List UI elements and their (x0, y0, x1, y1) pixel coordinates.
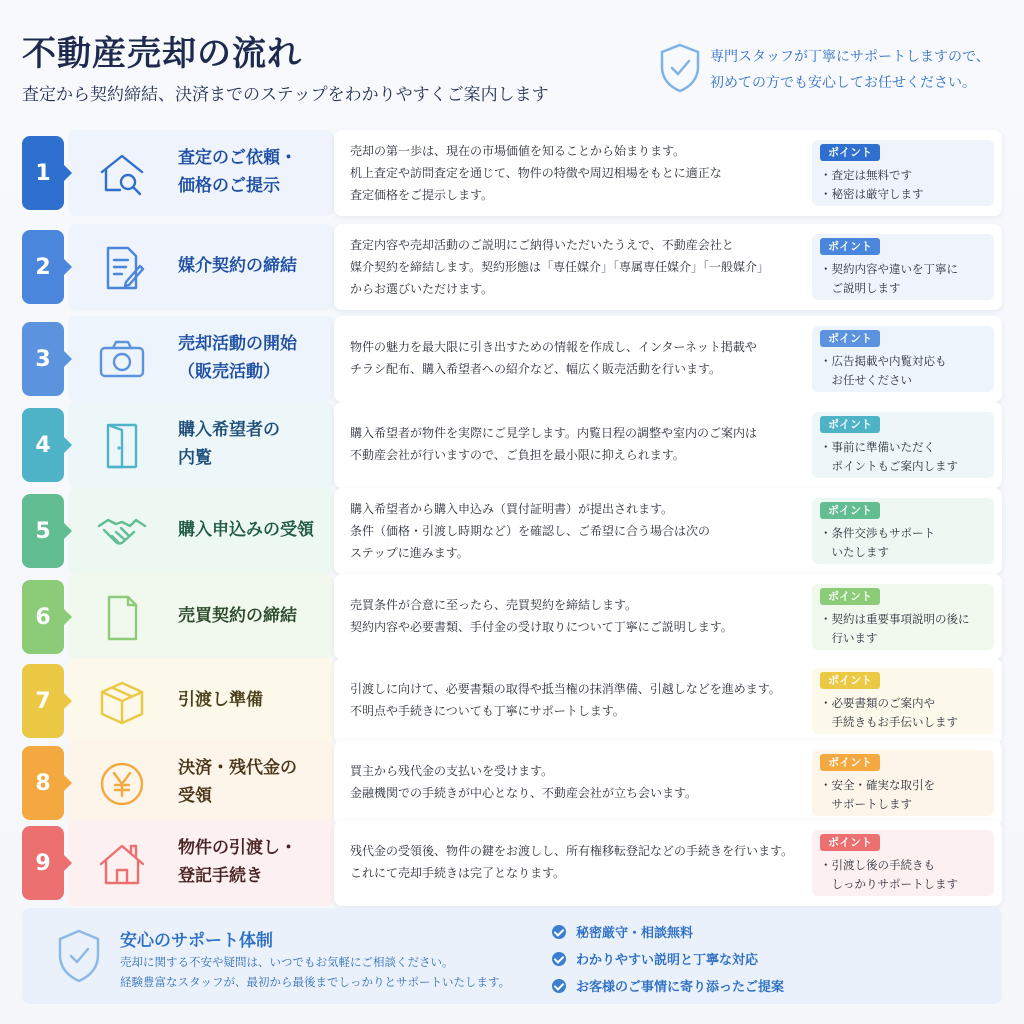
step-row (22, 572, 1002, 652)
step-description-line: からお選びいただけます。 (350, 282, 494, 296)
check-circle-icon (552, 925, 566, 939)
step-description-line: 購入希望者が物件を実際にご見学します。内覧日程の調整や室内のご案内は (350, 426, 758, 440)
step-row (22, 656, 1002, 736)
point-label: ポイント (820, 330, 880, 347)
support-note-line: 専門スタッフが丁寧にサポートしますので、 (710, 49, 990, 65)
step-description-line: 物件の魅力を最大限に引き出すための情報を作成し、インターネット掲載や (350, 340, 757, 354)
point-line: ・広告掲載や内覧対応も (820, 354, 947, 368)
step-description (350, 234, 810, 300)
step-description-line: 売却の第一歩は、現在の市場価値を知ることから始まります。 (350, 144, 686, 158)
step-card (334, 402, 1002, 488)
step-description-line: 売買条件が合意に至ったら、売買契約を締結します。 (350, 598, 638, 612)
step-card (334, 740, 1002, 826)
point-label: ポイント (820, 754, 880, 771)
point-box (812, 412, 994, 478)
step-row (22, 222, 1002, 302)
point-line: ・契約内容や違いを丁寧に (820, 262, 958, 276)
step-card (334, 224, 1002, 310)
house-icon (96, 838, 148, 890)
point-text (820, 694, 958, 732)
step-description (350, 678, 810, 722)
step-description-line: 金融機関での手続きが中心となり、不動産会社が立ち会います。 (350, 786, 698, 800)
point-text (820, 260, 958, 298)
footer-feature-label: わかりやすい説明と丁寧な対応 (576, 953, 759, 968)
point-line: ・秘密は厳守します (820, 187, 924, 201)
step-description (350, 594, 810, 638)
step-card (334, 130, 1002, 216)
step-description (350, 760, 810, 804)
step-row (22, 400, 1002, 480)
support-note (658, 40, 1002, 100)
step-title (178, 416, 338, 472)
document-icon (96, 592, 148, 644)
point-line: ・事前に準備いただく (820, 440, 935, 454)
footer-title: 安心のサポート体制 (120, 931, 273, 951)
step-description (350, 840, 810, 884)
step-number-badge (22, 826, 64, 900)
step-number: 4 (35, 432, 51, 458)
step-card (334, 658, 1002, 744)
point-text (820, 352, 947, 390)
step-title-line: 内覧 (178, 448, 212, 468)
point-label: ポイント (820, 416, 880, 433)
step-number: 8 (35, 770, 51, 796)
step-row (22, 486, 1002, 566)
point-line: ポイントもご案内します (820, 459, 958, 473)
step-number-badge (22, 494, 64, 568)
shield-check-icon (658, 42, 702, 94)
point-box (812, 750, 994, 816)
yen-coin-icon (96, 758, 148, 810)
point-box (812, 498, 994, 564)
point-label: ポイント (820, 588, 880, 605)
support-footer (22, 908, 1002, 1004)
page-subtitle: 査定から契約締結、決済までのステップをわかりやすくご案内します (22, 85, 549, 105)
footer-feature-label: お客様のご事情に寄り添ったご提案 (576, 980, 785, 995)
step-title-line: 登記手続き (178, 866, 263, 886)
house-search-icon (96, 148, 148, 200)
point-box (812, 140, 994, 206)
step-description-line: 引渡しに向けて、必要書類の取得や抵当権の抹消準備、引越しなどを進めます。 (350, 682, 781, 696)
handshake-icon (96, 506, 148, 558)
step-description (350, 140, 810, 206)
door-icon (96, 420, 148, 472)
step-title-line: 売却活動の開始 (178, 334, 297, 354)
step-title-line: 購入申込みの受領 (178, 520, 314, 540)
point-label: ポイント (820, 144, 880, 161)
step-description-line: これにて売却手続きは完了となります。 (350, 866, 566, 880)
point-text (820, 166, 924, 204)
step-number-badge (22, 322, 64, 396)
step-row (22, 128, 1002, 208)
footer-text-line: 売却に関する不安や疑問は、いつでもお気軽にご相談ください。 (120, 955, 454, 969)
point-line: ご説明します (820, 281, 901, 295)
page-header (22, 26, 1002, 110)
step-description-line: 条件（価格・引渡し時期など）を確認し、ご希望に合う場合は次の (350, 524, 711, 538)
step-title-line: 決済・残代金の (178, 758, 297, 778)
step-description-line: 不動産会社が行いますので、ご負担を最小限に抑えられます。 (350, 448, 685, 462)
step-title-line: 受領 (178, 786, 212, 806)
step-number: 6 (35, 604, 51, 630)
step-description (350, 336, 810, 380)
point-line: ・安全・確実な取引を (820, 778, 935, 792)
box-icon (96, 676, 148, 728)
point-box (812, 326, 994, 392)
footer-feature-item (552, 945, 784, 972)
point-line: いたします (820, 545, 889, 559)
point-label: ポイント (820, 502, 880, 519)
point-text (820, 438, 958, 476)
point-line: しっかりサポートします (820, 877, 958, 891)
step-description (350, 422, 810, 466)
step-row (22, 818, 1002, 898)
check-circle-icon (552, 952, 566, 966)
step-title-line: 査定のご依頼・ (178, 148, 297, 168)
point-text (820, 856, 958, 894)
step-row (22, 738, 1002, 818)
step-description-line: 買主から残代金の支払いを受けます。 (350, 764, 554, 778)
step-description-line: 机上査定や訪問査定を通じて、物件の特徴や周辺相場をもとに適正な (350, 166, 722, 180)
step-card (334, 488, 1002, 574)
point-box (812, 668, 994, 734)
step-number-badge (22, 664, 64, 738)
step-description-line: 残代金の受領後、物件の鍵をお渡しし、所有権移転登記などの手続きを行います。 (350, 844, 794, 858)
step-title-line: 引渡し準備 (178, 690, 263, 710)
step-title-line: 価格のご提示 (178, 176, 280, 196)
point-box (812, 584, 994, 650)
point-box (812, 830, 994, 896)
footer-text-line: 経験豊富なスタッフが、最初から最後までしっかりとサポートいたします。 (120, 975, 511, 989)
step-number: 2 (35, 254, 51, 280)
step-number: 1 (35, 160, 51, 186)
step-description-line: 査定価格をご提示します。 (350, 188, 494, 202)
footer-feature-item (552, 918, 784, 945)
point-line: サポートします (820, 797, 912, 811)
step-title-line: 物件の引渡し・ (178, 838, 297, 858)
point-line: ・査定は無料です (820, 168, 912, 182)
footer-feature-item (552, 972, 784, 999)
step-number: 9 (35, 850, 51, 876)
step-description-line: チラシ配布、購入希望者への紹介など、幅広く販売活動を行います。 (350, 362, 722, 376)
step-card (334, 574, 1002, 660)
point-box (812, 234, 994, 300)
step-title (178, 144, 338, 200)
step-description-line: 契約内容や必要書類、手付金の受け取りについて丁寧にご説明します。 (350, 620, 733, 634)
step-title (178, 516, 338, 544)
step-title (178, 834, 338, 890)
step-title (178, 686, 338, 714)
footer-feature-list (552, 918, 784, 999)
step-description-line: 購入希望者から購入申込み（買付証明書）が提出されます。 (350, 502, 674, 516)
check-circle-icon (552, 979, 566, 993)
step-title-line: 売買契約の締結 (178, 606, 297, 626)
page-title: 不動産売却の流れ (22, 34, 302, 74)
step-title-line: 購入希望者の (178, 420, 280, 440)
step-number-badge (22, 408, 64, 482)
step-card (334, 820, 1002, 906)
camera-icon (96, 334, 148, 386)
point-text (820, 524, 935, 562)
point-label: ポイント (820, 672, 880, 689)
document-pen-icon (96, 242, 148, 294)
point-line: 手続きもお手伝いします (820, 715, 958, 729)
step-description (350, 498, 810, 564)
point-line: ・条件交渉もサポート (820, 526, 935, 540)
step-title-line: （販売活動） (178, 362, 280, 382)
step-number-badge (22, 746, 64, 820)
step-description-line: 不明点や手続きについても丁寧にサポートします。 (350, 704, 625, 718)
point-line: 行います (820, 631, 878, 645)
step-number-badge (22, 580, 64, 654)
support-note-line: 初めての方でも安心してお任せください。 (710, 75, 976, 91)
step-row (22, 314, 1002, 394)
point-text (820, 776, 935, 814)
step-title-line: 媒介契約の締結 (178, 256, 297, 276)
step-number-badge (22, 136, 64, 210)
point-label: ポイント (820, 238, 880, 255)
step-title (178, 602, 338, 630)
step-description-line: 媒介契約を締結します。契約形態は「専任媒介」「専属専任媒介」「一般媒介」 (350, 260, 770, 274)
step-title (178, 330, 338, 386)
point-line: ・契約は重要事項説明の後に (820, 612, 970, 626)
step-title (178, 754, 338, 810)
point-label: ポイント (820, 834, 880, 851)
point-line: お任せください (820, 373, 912, 387)
footer-text (120, 952, 510, 992)
step-number: 7 (35, 688, 51, 714)
step-description-line: ステップに進みます。 (350, 546, 469, 560)
point-text (820, 610, 970, 648)
step-card (334, 316, 1002, 402)
shield-check-icon (56, 928, 102, 984)
step-number: 3 (35, 346, 51, 372)
step-number-badge (22, 230, 64, 304)
step-title (178, 252, 338, 280)
point-line: ・引渡し後の手続きも (820, 858, 935, 872)
footer-feature-label: 秘密厳守・相談無料 (576, 926, 694, 941)
step-description-line: 査定内容や売却活動のご説明にご納得いただいたうえで、不動産会社と (350, 238, 734, 252)
step-number: 5 (35, 518, 51, 544)
point-line: ・必要書類のご案内や (820, 696, 935, 710)
